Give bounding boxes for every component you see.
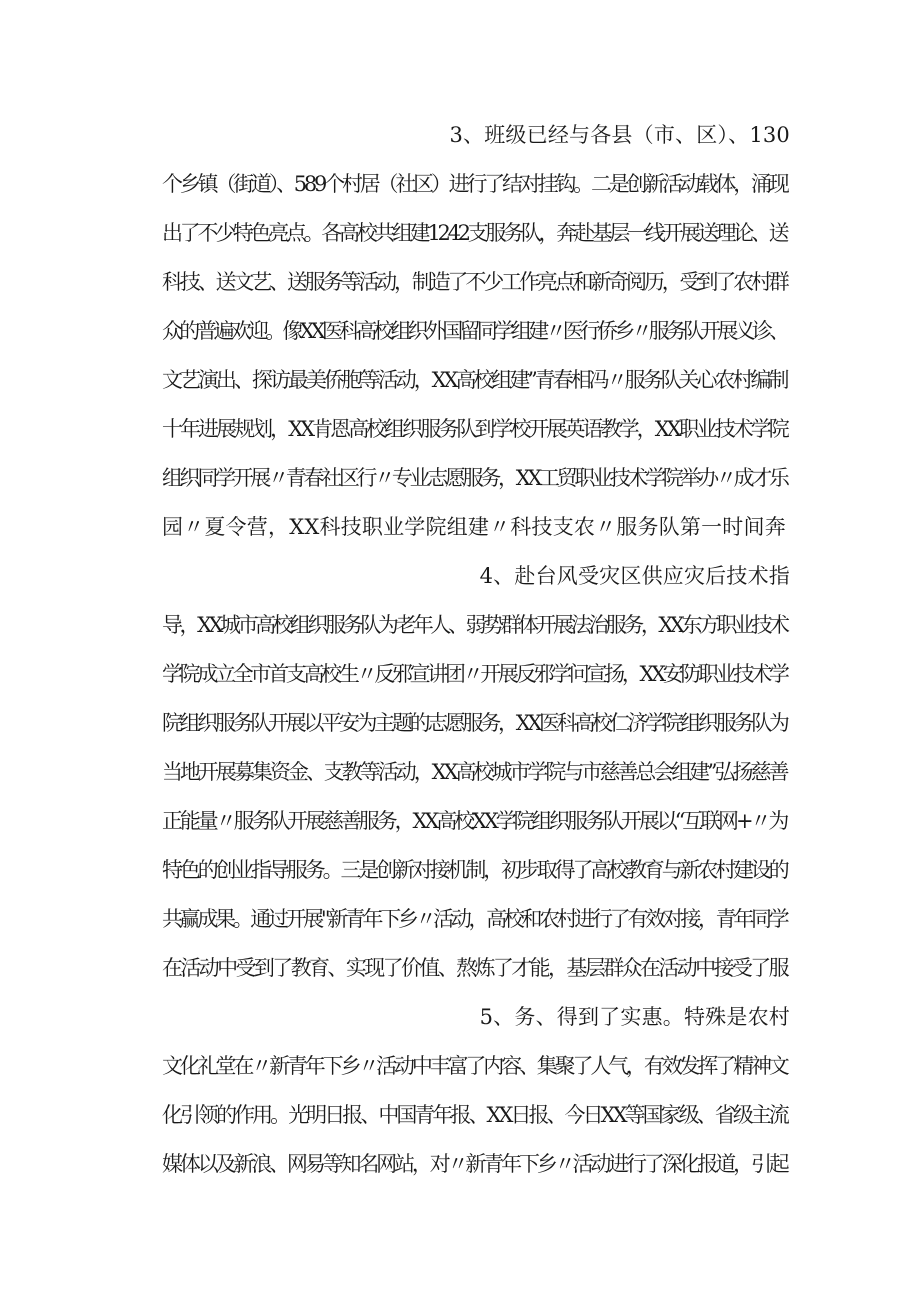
paragraph-1-line: 文艺演出、探访最美侨胞等活动，XX高校组建’’青春相冯〃服务队关心农村编制	[162, 368, 787, 392]
paragraph-3-line: 化引领的作用。光明日报、中国青年报、XX日报、今日XX等国家级、省级主流	[162, 1103, 787, 1127]
paragraph-2-line: 共赢成果。通过开展"新青年下乡〃活动，高校和农村进行了有效对接，青年同学	[162, 907, 787, 931]
paragraph-1-line: 科技、送文艺、送服务等活动，制造了不少工作亮点和新奇阅历，受到了农村群	[162, 270, 787, 294]
paragraph-2-line: 院组织服务队开展以平安为主题的志愿服务，XX医科高校仁济学院组织服务队为	[162, 711, 787, 735]
paragraph-3-heading-line: 5、务、得到了实惠。特殊是农村	[479, 1005, 790, 1029]
paragraph-1-line: 十年进展规划，XX肯恩高校组织服务队到学校开展英语教学，XX职业技术学院	[162, 417, 787, 441]
paragraph-2-heading-line: 4、赴台风受灾区供应灾后技术指	[479, 564, 790, 588]
paragraph-3-line: 文化礼堂在〃新青年下乡〃活动中丰富了内容、集聚了人气，有效发挥了精神文	[162, 1054, 787, 1078]
paragraph-1-line: 出了不少特色亮点。各高校共组建1242支服务队，奔赴基层一线开展送理论、送	[162, 221, 787, 245]
paragraph-1-line: 组织同学开展〃青春社区行〃专业志愿服务，XX工贸职业技术学院举办〃成才乐	[162, 466, 787, 490]
paragraph-2-line: 当地开展募集资金、支教等活动，XX高校城市学院与市慈善总会组建’’弘扬慈善	[162, 760, 787, 784]
paragraph-1-heading-line: 3、班级已经与各县（市、区）、130	[449, 123, 790, 147]
paragraph-1-line: 众的普遍欢迎。像XX医科高校组织外国留同学组建〃医行侨乡〃服务队开展义诊、	[162, 319, 787, 343]
paragraph-2-line: 在活动中受到了教育、实现了价值、熬炼了才能，基层群众在活动中接受了服	[162, 956, 787, 980]
paragraph-2-line: 特色的创业指导服务。三是创新对接机制，初步取得了高校教育与新农村建设的	[162, 858, 787, 882]
paragraph-2-line: 正能量〃服务队开展慈善服务，XX高校XX学院组织服务队开展以“互联网+〃为	[162, 809, 787, 833]
paragraph-3-line: 媒体以及新浪、网易等知名网站，对〃新青年下乡〃活动进行了深化报道，引起	[162, 1152, 787, 1176]
paragraph-1-line: 园〃夏令营，XX科技职业学院组建〃科技支农〃服务队第一时间奔	[162, 515, 786, 539]
paragraph-2-line: 学院成立全市首支高校生〃反邪宣讲团〃开展反邪学问宣扬，XX安防职业技术学	[162, 662, 787, 686]
paragraph-2-line: 导，XX城市高校组织服务队为老年人、弱势群体开展法治服务，XX东方职业技术	[162, 613, 787, 637]
paragraph-1-line: 个乡镇（街道）、589个村居（社区）进行了结对挂钩。二是创新活动载体，涌现	[162, 172, 787, 196]
